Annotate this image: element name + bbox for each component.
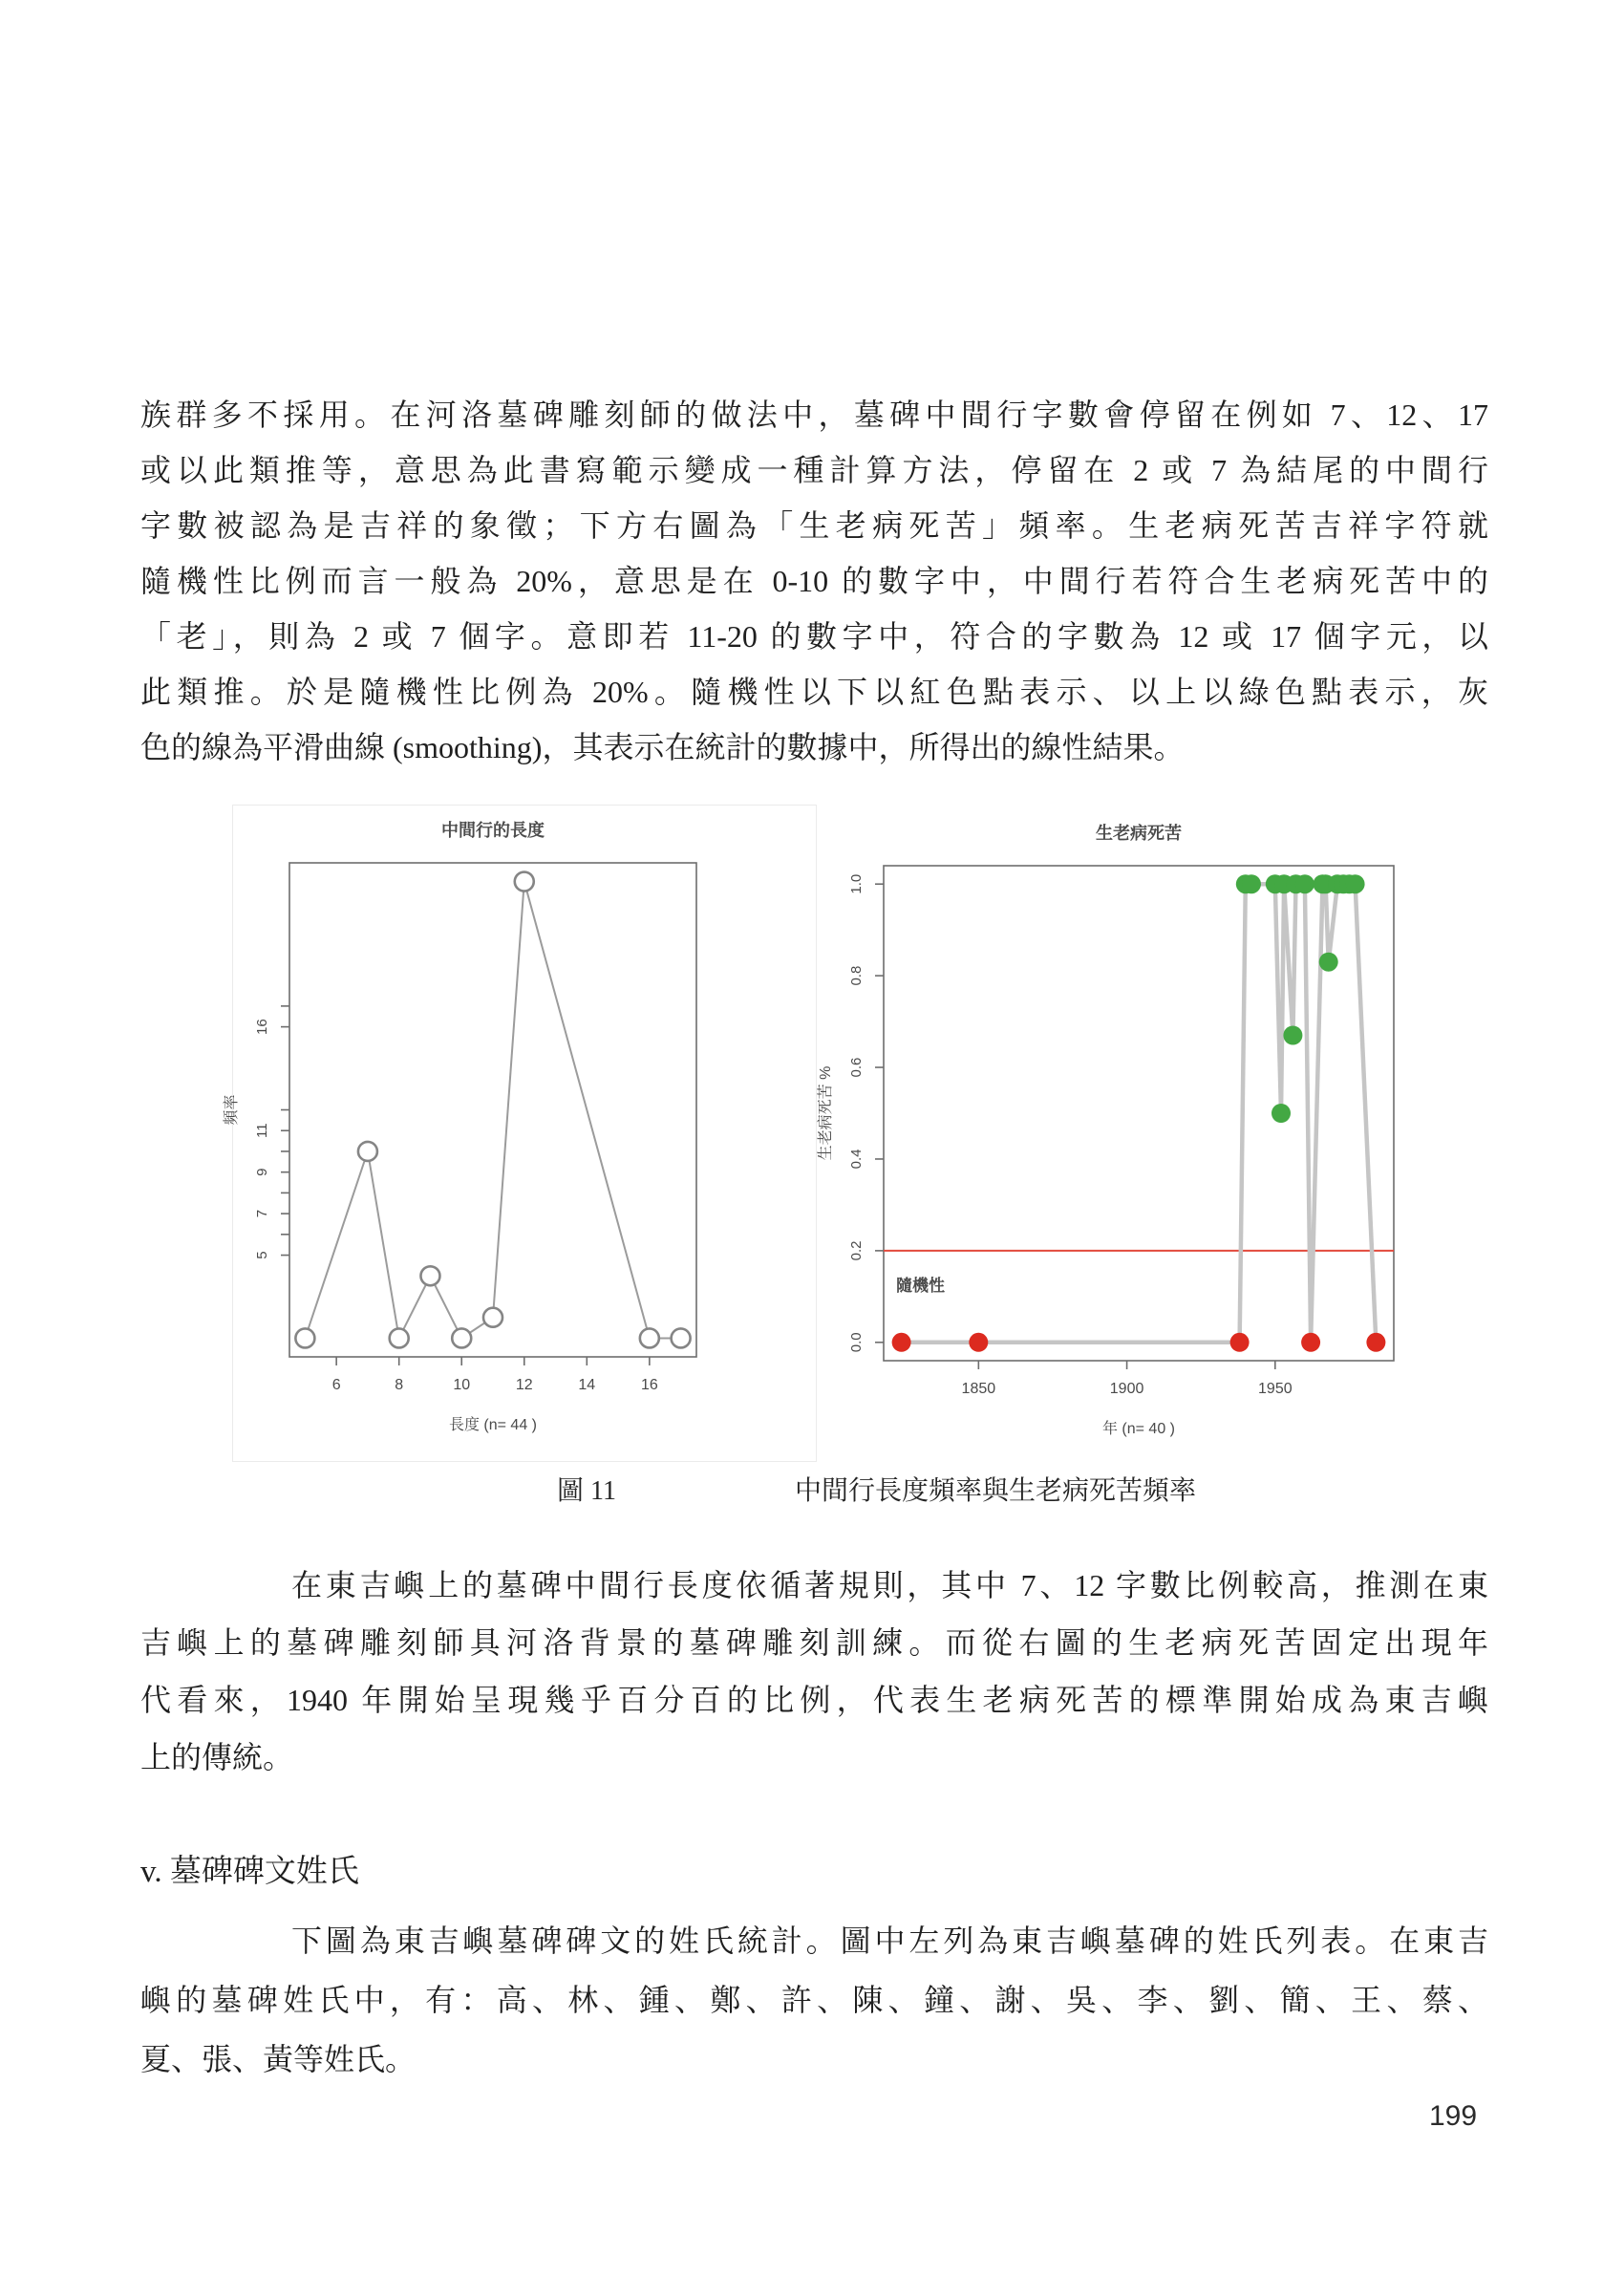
y-tick-label: 11 (254, 1123, 270, 1139)
frequency-line (305, 882, 680, 1339)
paragraph-2 (140, 1557, 1488, 1786)
green-data-point (1319, 953, 1338, 972)
paragraph-line: 在東吉嶼上的墓碑中間行長度依循著規則，其中 7、12 字數比例較高，推測在東 (291, 1568, 1488, 1602)
right-chart (817, 823, 1394, 1437)
section-heading: v. 墓碑碑文姓氏 (140, 1855, 359, 1889)
data-point-open-circle (515, 872, 534, 892)
paragraph-line: 色的線為平滑曲線 (smoothing)，其表示在統計的數據中，所得出的線性結果。 (140, 730, 1185, 764)
paragraph-3 (140, 1911, 1488, 2089)
x-tick-label: 1950 (1258, 1381, 1293, 1397)
paragraph-line: 隨機性比例而言一般為 20%，意思是在 0-10 的數字中，中間行若符合生老病死苦中的 (140, 564, 1488, 598)
data-point-open-circle (452, 1328, 471, 1347)
x-tick-label: 6 (331, 1377, 341, 1393)
red-data-point (892, 1333, 911, 1352)
y-tick-label: 0.0 (848, 1332, 865, 1353)
paragraph-line: 吉嶼上的墓碑雕刻師具河洛背景的墓碑雕刻訓練。而從右圖的生老病死苦固定出現年 (140, 1625, 1488, 1660)
paragraph-line: 下圖為東吉嶼墓碑碑文的姓氏統計。圖中左列為東吉嶼墓碑的姓氏列表。在東吉 (291, 1923, 1488, 1958)
smoothing-line (902, 884, 1377, 1343)
red-data-point (1230, 1333, 1250, 1352)
y-tick-label: 7 (254, 1209, 270, 1218)
x-axis-label: 年 (n= 40 ) (1101, 1421, 1176, 1437)
data-point-open-circle (295, 1328, 314, 1347)
y-tick-label: 1.0 (848, 873, 865, 894)
data-point-open-circle (640, 1328, 659, 1347)
paragraph-line: 嶼的墓碑姓氏中，有：高、林、鍾、鄭、許、陳、鐘、謝、吳、李、劉、簡、王、蔡、 (140, 1983, 1488, 2017)
chart-title: 生老病死苦 (1096, 824, 1182, 843)
y-tick-label: 0.8 (848, 965, 865, 986)
y-axis-label: 頻率 (224, 1094, 240, 1126)
green-data-point (1295, 874, 1314, 893)
left-chart (223, 820, 696, 1433)
paragraph-line: 夏、張、黃等姓氏。 (140, 2042, 417, 2076)
chart-title: 中間行的長度 (441, 821, 545, 840)
x-tick-label: 12 (515, 1377, 533, 1393)
y-tick-label: 0.6 (848, 1057, 865, 1078)
x-tick-label: 8 (395, 1377, 404, 1393)
y-tick-label: 9 (254, 1168, 270, 1176)
data-point-open-circle (483, 1308, 502, 1327)
plot-box (289, 863, 696, 1357)
data-point-open-circle (672, 1328, 691, 1347)
data-point-open-circle (420, 1266, 439, 1285)
green-data-point (1242, 874, 1261, 893)
randomness-label: 隨機性 (896, 1276, 945, 1295)
y-tick-label: 16 (254, 1019, 270, 1035)
red-data-point (1301, 1333, 1320, 1352)
x-tick-label: 10 (453, 1377, 471, 1393)
figure-caption-number: 圖 11 (557, 1476, 616, 1506)
y-tick-label: 5 (254, 1251, 270, 1259)
x-tick-label: 16 (640, 1377, 658, 1393)
y-axis-label: 生老病死苦 % (818, 1065, 834, 1161)
green-data-point (1283, 1026, 1302, 1045)
x-axis-label: 長度 (n= 44 ) (448, 1417, 538, 1433)
x-tick-label: 14 (578, 1377, 596, 1393)
figure-caption-title: 中間行長度頻率與生老病死苦頻率 (795, 1476, 1197, 1506)
y-tick-label: 0.2 (848, 1240, 865, 1261)
x-tick-label: 1850 (961, 1381, 996, 1397)
green-data-point (1271, 1104, 1291, 1123)
paragraph-line: 此類推。於是隨機性比例為 20%。隨機性以下以紅色點表示、以上以綠色點表示，灰 (140, 675, 1488, 709)
x-tick-label: 1900 (1109, 1381, 1144, 1397)
green-data-point (1346, 874, 1365, 893)
paragraph-line: 或以此類推等，意思為此書寫範示變成一種計算方法，停留在 2 或 7 為結尾的中間行 (140, 453, 1488, 487)
red-data-point (969, 1333, 988, 1352)
y-tick-label: 0.4 (848, 1149, 865, 1170)
paragraph-line: 字數被認為是吉祥的象徵；下方右圖為「生老病死苦」頻率。生老病死苦吉祥字符就 (140, 508, 1488, 543)
paragraph-line: 上的傳統。 (140, 1740, 294, 1774)
red-data-point (1366, 1333, 1385, 1352)
paragraph-line: 族群多不採用。在河洛墓碑雕刻師的做法中，墓碑中間行字數會停留在例如 7、12、17 (140, 398, 1488, 432)
data-point-open-circle (358, 1142, 377, 1161)
data-point-open-circle (390, 1328, 409, 1347)
page-number: 199 (1429, 2100, 1478, 2132)
paragraph-line: 「老」，則為 2 或 7 個字。意即若 11-20 的數字中，符合的字數為 12 或 17 個字元，以 (140, 619, 1488, 654)
paragraph-line: 代看來，1940 年開始呈現幾乎百分百的比例，代表生老病死苦的標準開始成為東吉嶼 (140, 1683, 1488, 1717)
